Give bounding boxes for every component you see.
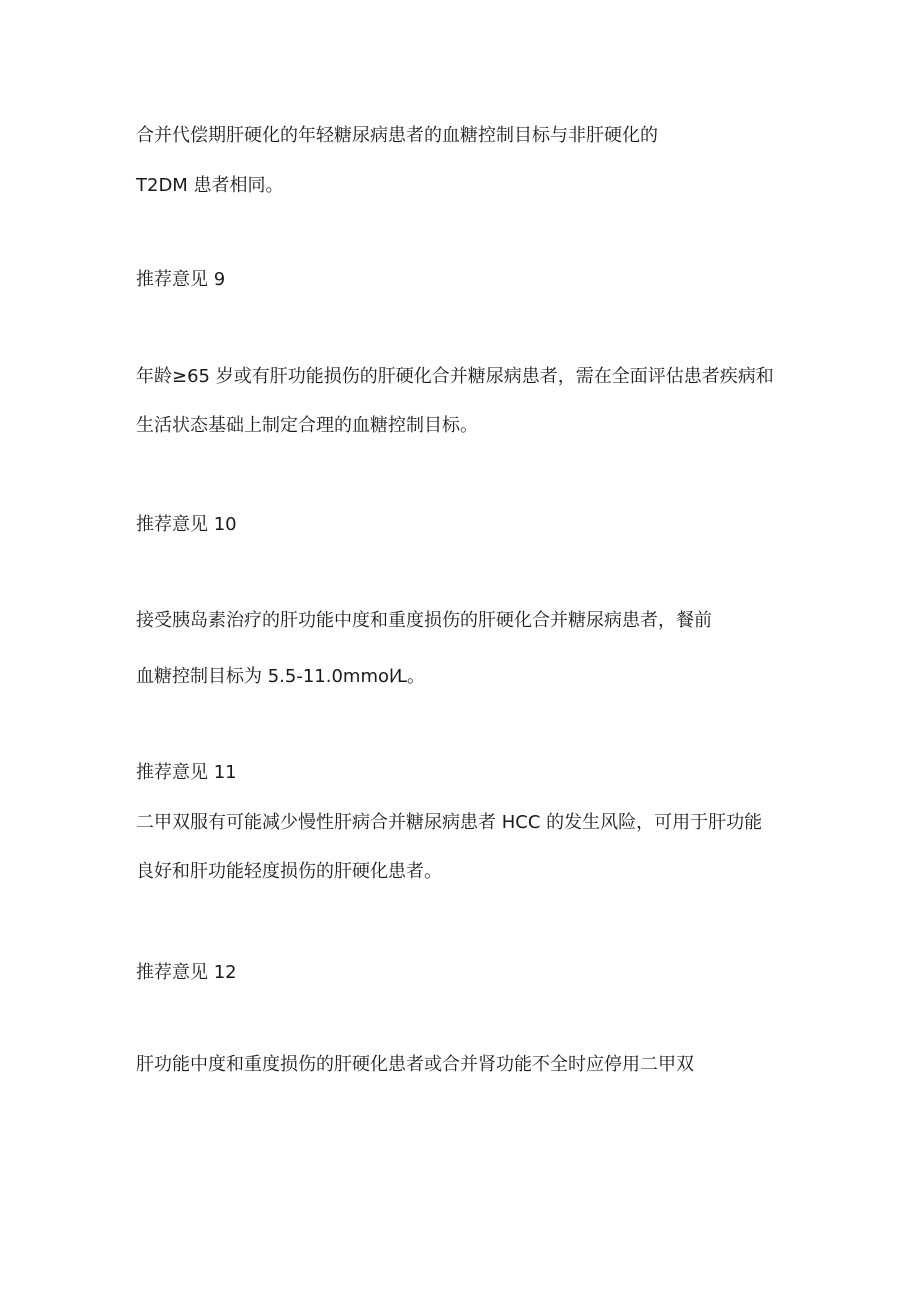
paragraph-line: 年龄≥65 岁或有肝功能损伤的肝硬化合并糖尿病患者，需在全面评估患者疾病和 <box>136 366 774 387</box>
paragraph-line: 生活状态基础上制定合理的血糖控制目标。 <box>136 415 478 436</box>
paragraph-line: 合并代偿期肝硬化的年轻糖尿病患者的血糖控制目标与非肝硬化的 <box>136 125 658 146</box>
recommendation-heading: 推荐意见 9 <box>136 269 226 290</box>
paragraph-line: 二甲双服有可能减少慢性肝病合并糖尿病患者 HCC 的发生风险，可用于肝功能 <box>136 812 763 833</box>
paragraph-line: 肝功能中度和重度损伤的肝硬化患者或合并肾功能不全时应停用二甲双 <box>136 1054 694 1075</box>
recommendation-heading: 推荐意见 10 <box>136 514 237 535</box>
paragraph-line: 良好和肝功能轻度损伤的肝硬化患者。 <box>136 861 442 882</box>
paragraph-line: 血糖控制目标为 5.5-11.0mmol⁄L。 <box>136 666 426 687</box>
recommendation-heading: 推荐意见 12 <box>136 962 237 983</box>
paragraph-line: 接受胰岛素治疗的肝功能中度和重度损伤的肝硬化合并糖尿病患者，餐前 <box>136 610 712 631</box>
recommendation-heading: 推荐意见 11 <box>136 762 237 783</box>
paragraph-line: T2DM 患者相同。 <box>136 175 284 196</box>
